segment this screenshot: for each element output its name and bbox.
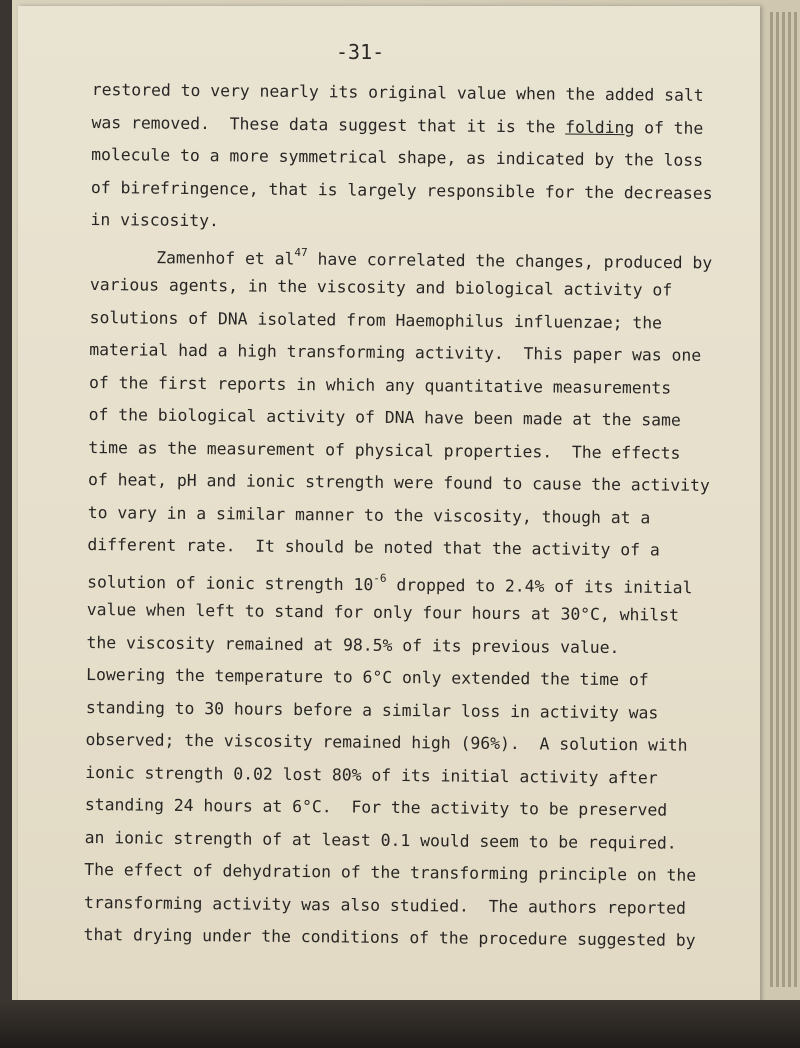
text-line-main: that drying under the conditions of the procedure suggested by bbox=[83, 924, 696, 950]
text-line-main: an ionic strength of at least 0.1 would seem to be required. bbox=[84, 827, 677, 853]
text-line-main: transforming activity was also studied. The authors reported bbox=[83, 892, 687, 918]
page-number: -31- bbox=[336, 40, 385, 64]
superscript: 47 bbox=[294, 245, 308, 259]
text-line-main: to vary in a similar manner to the viscosity, though at a bbox=[87, 502, 651, 527]
text-line-main: of heat, pH and ionic strength were found to cause the activity bbox=[88, 469, 710, 495]
text-line-main: in viscosity. bbox=[90, 209, 219, 231]
text-line-main: solution of ionic strength 10 bbox=[87, 571, 374, 594]
text-line-main: Zamenhof et al bbox=[156, 247, 295, 268]
page-edge bbox=[770, 12, 773, 987]
text-line-main: of the biological activity of DNA have been made at the same bbox=[88, 404, 681, 430]
text-line-main: of the first reports in which any quantitative measurements bbox=[88, 372, 672, 398]
text-line-continuation: of the bbox=[634, 117, 704, 138]
text-line-main: solutions of DNA isolated from Haemophilus influenzae; the bbox=[89, 307, 663, 332]
text-line-main: was removed. These data suggest that it is the bbox=[91, 112, 566, 137]
superscript: -6 bbox=[373, 571, 387, 585]
text-line-main: molecule to a more symmetrical shape, as indicated by the loss bbox=[91, 144, 704, 170]
text-line-main: standing 24 hours at 6°C. For the activity to be preserved bbox=[84, 794, 668, 820]
page-edge bbox=[776, 12, 779, 987]
book-bottom-shadow bbox=[0, 1000, 800, 1048]
text-line-continuation: have correlated the changes, produced by bbox=[307, 249, 713, 272]
page-edge bbox=[782, 12, 785, 987]
text-line-main: different rate. It should be noted that the activity of a bbox=[87, 534, 660, 560]
text-line-main: restored to very nearly its original value when the added salt bbox=[91, 79, 704, 105]
text-line-main: ionic strength 0.02 lost 80% of its initial activity after bbox=[85, 762, 658, 787]
text-line-main: The effect of dehydration of the transforming principle on the bbox=[84, 859, 697, 885]
page-edge bbox=[794, 12, 797, 987]
text-line-continuation: dropped to 2.4% of its initial bbox=[386, 574, 693, 597]
body-text bbox=[84, 74, 747, 958]
text-line bbox=[84, 919, 739, 958]
text-line-main: time as the measurement of physical properties. The effects bbox=[88, 437, 681, 463]
text-line-main: of birefringence, that is largely responsible for the decreases bbox=[90, 177, 713, 203]
text-line-main: the viscosity remained at 98.5% of its previous value. bbox=[86, 632, 620, 657]
text-line-main: material had a high transforming activity. This paper was one bbox=[89, 339, 702, 365]
underlined-word: folding bbox=[565, 117, 635, 137]
text-line-main: observed; the viscosity remained high (96%). A solution with bbox=[85, 729, 688, 755]
page-edge bbox=[788, 12, 791, 987]
text-line-main: various agents, in the viscosity and biological activity of bbox=[89, 274, 673, 300]
text-line-main: standing to 30 hours before a similar loss in activity was bbox=[85, 697, 659, 722]
text-line-main: value when left to stand for only four hours at 30°C, whilst bbox=[86, 599, 680, 625]
text-line-main: Lowering the temperature to 6°C only extended the time of bbox=[86, 664, 649, 690]
